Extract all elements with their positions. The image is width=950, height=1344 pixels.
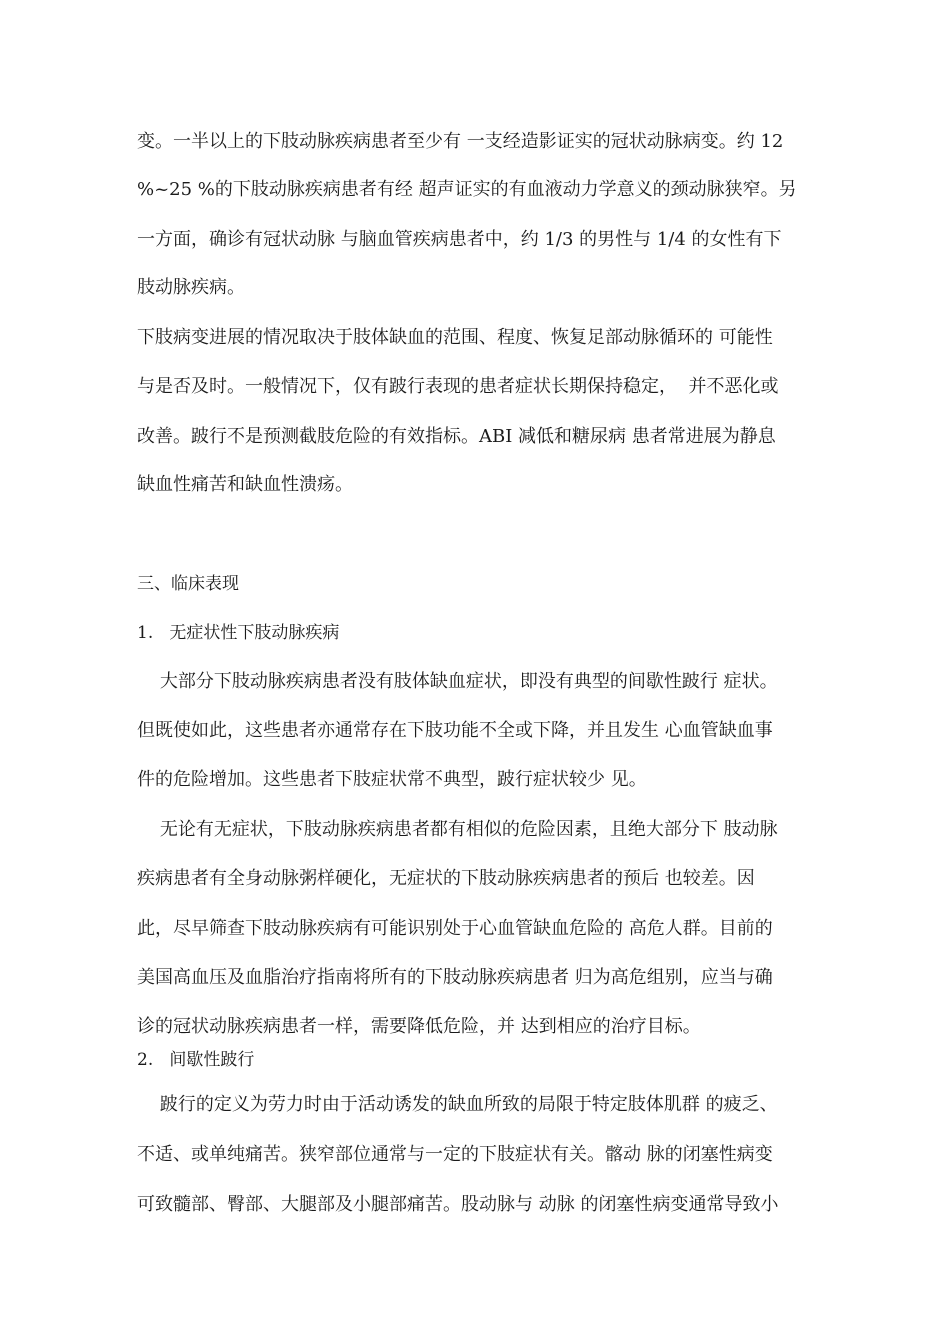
subsection-heading: 1. 无症状性下肢动脉疾病 — [137, 623, 340, 643]
paragraph-line: 此，尽早筛查下肢动脉疾病有可能识别处于心血管缺血危险的 高危人群。目前的 — [137, 918, 773, 939]
paragraph-line: 缺血性痛苦和缺血性溃疡。 — [137, 474, 353, 495]
subsection-heading: 2. 间歇性跛行 — [137, 1050, 255, 1070]
paragraph-line: 变。一半以上的下肢动脉疾病患者至少有 一支经造影证实的冠状动脉病变。约 12 — [137, 131, 784, 152]
paragraph-line: 疾病患者有全身动脉粥样硬化，无症状的下肢动脉疾病患者的预后 也较差。因 — [137, 868, 755, 889]
paragraph-line: 但既使如此，这些患者亦通常存在下肢功能不全或下降，并且发生 心血管缺血事 — [137, 720, 773, 741]
paragraph-line: 改善。跛行不是预测截肢危险的有效指标。ABI 减低和糖尿病 患者常进展为静息 — [137, 426, 776, 447]
paragraph-line: 不适、或单纯痛苦。狭窄部位通常与一定的下肢症状有关。髂动 脉的闭塞性病变 — [137, 1144, 773, 1165]
paragraph-line: 无论有无症状，下肢动脉疾病患者都有相似的危险因素，且绝大部分下 肢动脉 — [137, 819, 778, 840]
paragraph-line: 一方面，确诊有冠状动脉 与脑血管疾病患者中，约 1/3 的男性与 1/4 的女性有下 — [137, 229, 782, 250]
section-heading: 三、临床表现 — [137, 574, 239, 594]
paragraph-line: %~25 %的下肢动脉疾病患者有经 超声证实的有血液动力学意义的颈动脉狭窄。另 — [137, 179, 797, 200]
paragraph-line: 大部分下肢动脉疾病患者没有肢体缺血症状，即没有典型的间歇性跛行 症状。 — [137, 671, 778, 692]
paragraph-line: 美国高血压及血脂治疗指南将所有的下肢动脉疾病患者 归为高危组别，应当与确 — [137, 967, 773, 988]
paragraph-line: 下肢病变进展的情况取决于肢体缺血的范围、程度、恢复足部动脉循环的 可能性 — [137, 327, 773, 348]
paragraph-line: 可致髓部、臀部、大腿部及小腿部痛苦。股动脉与 动脉 的闭塞性病变通常导致小 — [137, 1194, 779, 1215]
paragraph-line: 肢动脉疾病。 — [137, 277, 245, 298]
paragraph-line: 跛行的定义为劳力时由于活动诱发的缺血所致的局限于特定肢体肌群 的疲乏、 — [137, 1094, 778, 1115]
paragraph-line: 诊的冠状动脉疾病患者一样，需要降低危险，并 达到相应的治疗目标。 — [137, 1016, 701, 1037]
paragraph-line: 与是否及时。一般情况下，仅有跛行表现的患者症状长期保持稳定， 并不恶化或 — [137, 376, 779, 397]
paragraph-line: 件的危险增加。这些患者下肢症状常不典型，跛行症状较少 见。 — [137, 769, 647, 790]
